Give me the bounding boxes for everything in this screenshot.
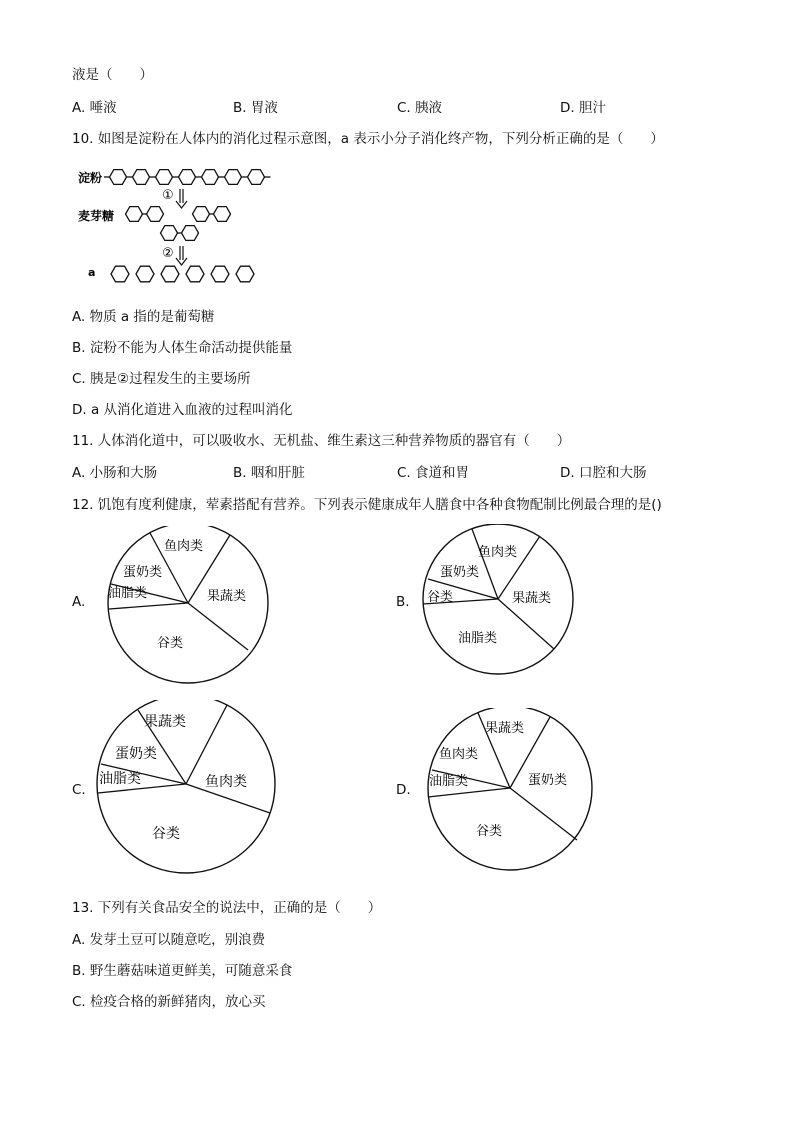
pie-d-label: 油脂类 (429, 774, 469, 789)
starch-digestion-diagram (76, 160, 276, 288)
q11-option-c: C. 食道和胃 (397, 465, 470, 481)
q10-option-b: B. 淀粉不能为人体生命活动提供能量 (72, 340, 293, 356)
q11-stem: 11. 人体消化道中，可以吸收水、无机盐、维生素这三种营养物质的器官有（ ） (72, 433, 571, 449)
q13-option-b: B. 野生蘑菇味道更鲜美，可随意采食 (72, 963, 293, 979)
q11-option-a: A. 小肠和大肠 (72, 465, 158, 481)
q9-option-c: C. 胰液 (397, 100, 443, 116)
sugar-ring (126, 207, 143, 222)
q9-option-b: B. 胃液 (233, 100, 278, 116)
arrow-down-icon (176, 246, 187, 265)
pie-b-letter: B. (396, 594, 410, 610)
sugar-ring (133, 170, 150, 185)
q11-option-b: B. 咽和肝脏 (233, 465, 305, 481)
sugar-ring (161, 266, 179, 282)
pie-c-label: 果蔬类 (144, 714, 186, 730)
glucose-molecules (111, 266, 254, 282)
pie-a-label: 谷类 (157, 636, 184, 651)
pie-c-label: 蛋奶类 (115, 746, 157, 762)
sugar-ring (111, 266, 129, 282)
pie-c-letter: C. (72, 782, 86, 798)
pie-d-letter: D. (396, 782, 411, 798)
q10-stem: 10. 如图是淀粉在人体内的消化过程示意图，a 表示小分子消化终产物，下列分析正确的是（ ） (72, 131, 664, 147)
maltose-molecules (126, 207, 231, 241)
pie-d-label: 果蔬类 (485, 721, 525, 736)
label-maltose: 麦芽糖 (78, 209, 115, 223)
pie-a-label: 果蔬类 (207, 589, 247, 604)
pie-a-label: 蛋奶类 (123, 565, 163, 580)
q10-option-c: C. 胰是②过程发生的主要场所 (72, 371, 251, 387)
pie-b-label: 鱼肉类 (478, 545, 518, 560)
sugar-ring (147, 207, 164, 222)
label-starch: 淀粉 (78, 171, 103, 185)
sugar-ring (186, 266, 204, 282)
pie-d-label: 蛋奶类 (528, 773, 568, 788)
q11-option-d: D. 口腔和大肠 (560, 465, 647, 481)
q9-option-a: A. 唾液 (72, 100, 117, 116)
sugar-ring (225, 170, 242, 185)
q10-option-a: A. 物质 a 指的是葡萄糖 (72, 309, 215, 325)
q9-option-d: D. 胆汁 (560, 100, 606, 116)
sugar-ring (110, 170, 127, 185)
sugar-ring (156, 170, 173, 185)
sugar-ring (248, 170, 265, 185)
arrow-down-icon (176, 189, 187, 208)
sugar-ring (211, 266, 229, 282)
pie-c-label: 谷类 (152, 826, 180, 842)
pie-b-label: 油脂类 (458, 631, 498, 646)
q12-stem: 12. 饥饱有度利健康，荤素搭配有营养。下列表示健康成年人膳食中各种食物配制比例最合理的是() (72, 497, 662, 513)
q13-stem: 13. 下列有关食品安全的说法中，正确的是（ ） (72, 900, 382, 916)
pie-a-label: 油脂类 (108, 586, 148, 601)
pie-chart-c (93, 700, 283, 880)
q10-option-d: D. a 从消化道进入血液的过程叫消化 (72, 402, 293, 418)
q9-stem-tail: 液是（ ） (72, 67, 153, 83)
sugar-ring (202, 170, 219, 185)
sugar-ring (182, 226, 199, 241)
pie-c-label: 鱼肉类 (205, 774, 247, 790)
starch-chain (104, 170, 271, 185)
pie-a-label: 鱼肉类 (164, 539, 204, 554)
step-1-marker: ① (162, 188, 174, 203)
pie-a-letter: A. (72, 594, 86, 610)
q13-option-a: A. 发芽土豆可以随意吃，别浪费 (72, 932, 266, 948)
pie-chart-b (418, 524, 578, 682)
sugar-ring (161, 226, 178, 241)
sugar-ring (136, 266, 154, 282)
pie-chart-a (102, 526, 272, 686)
pie-d-label: 鱼肉类 (439, 747, 479, 762)
pie-b-label: 谷类 (427, 590, 454, 605)
pie-c-label: 油脂类 (99, 771, 141, 787)
pie-b-label: 蛋奶类 (440, 565, 480, 580)
q13-option-c: C. 检疫合格的新鲜猪肉，放心买 (72, 994, 266, 1010)
pie-b-label: 果蔬类 (512, 591, 552, 606)
pie-chart-d (423, 708, 593, 873)
pie-d-label: 谷类 (476, 824, 503, 839)
sugar-ring (193, 207, 210, 222)
sugar-ring (236, 266, 254, 282)
sugar-ring (214, 207, 231, 222)
step-2-marker: ② (162, 246, 174, 261)
label-a: a (88, 266, 96, 279)
sugar-ring (179, 170, 196, 185)
